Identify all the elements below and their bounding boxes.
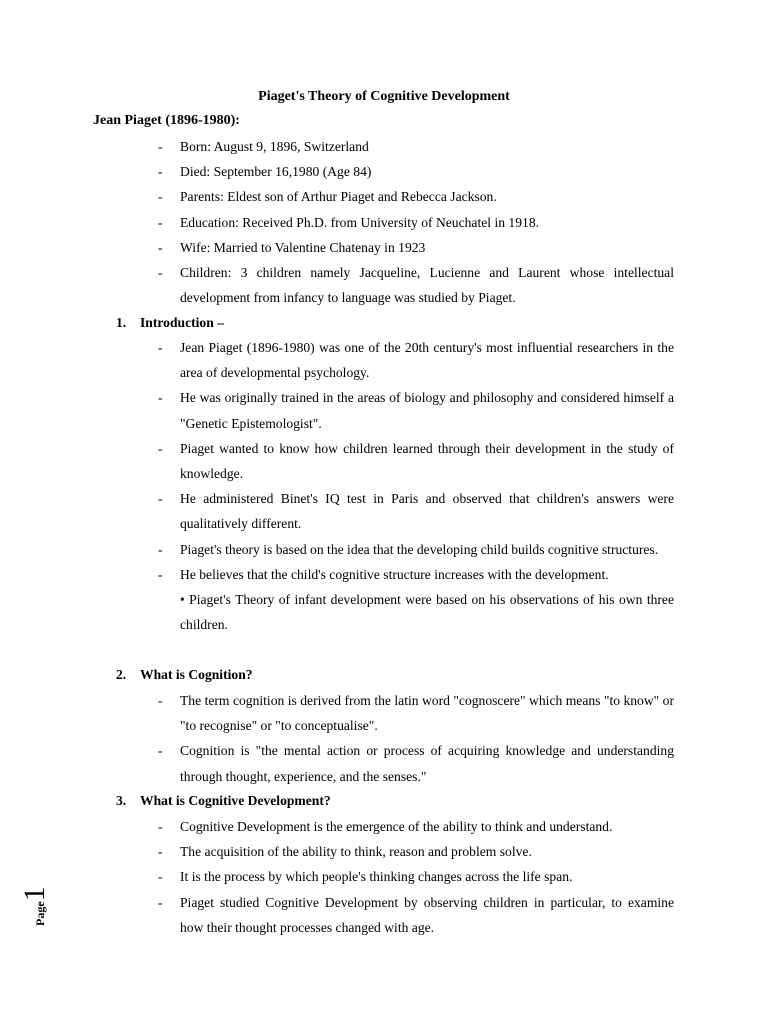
- bio-list: [0, 134, 768, 310]
- list-item: - Piaget wanted to know how children learned through their development in the study of knowledge.: [158, 440, 674, 482]
- list-item: - The acquisition of the ability to think, reason and problem solve.: [158, 844, 532, 860]
- list-item: - Parents: Eldest son of Arthur Piaget and Rebecca Jackson.: [158, 189, 497, 205]
- introduction-list: [0, 335, 768, 637]
- page-word: Page: [33, 901, 47, 926]
- list-item: - Wife: Married to Valentine Chatenay in 1923: [158, 239, 426, 255]
- list-item: - Jean Piaget (1896-1980) was one of the 20th century's most influential researchers in the area of developmental psychology.: [158, 340, 674, 381]
- list-item: - He believes that the child's cognitive structure increases with the development.: [158, 566, 609, 582]
- list-item: - Children: 3 children namely Jacqueline, Lucienne and Laurent whose intellectual development from infancy to language was studied by Piaget.: [158, 265, 674, 306]
- section-introduction-block: [0, 335, 768, 637]
- list-item: - The term cognition is derived from the latin word "cognoscere" which means "to know" or "to recognise" or "to conceptualise".: [158, 693, 674, 734]
- list-item: - Cognitive Development is the emergence of the ability to think and understand.: [158, 819, 613, 834]
- section-cognition-block: [0, 688, 768, 789]
- list-item: - It is the process by which people's thinking changes across the life span.: [158, 869, 573, 885]
- list-item: - Died: September 16,1980 (Age 84): [158, 164, 372, 180]
- page-number-marker: [20, 886, 64, 926]
- section-heading-introduction: 1. Introduction –: [116, 315, 224, 330]
- list-item: • Piaget's Theory of infant development were based on his observations of his own three children.: [180, 592, 674, 633]
- list-item: - He was originally trained in the areas of biology and philosophy and considered himself a "Genetic Epistemologist".: [158, 390, 674, 431]
- list-item: - Education: Received Ph.D. from University of Neuchatel in 1918.: [158, 214, 540, 230]
- list-item: - Cognition is "the mental action or process of acquiring knowledge and understanding through thought, experience, and the senses.": [158, 743, 674, 784]
- section-heading-cognition: 2. What is Cognition?: [116, 667, 253, 682]
- page-number: 1: [18, 886, 51, 902]
- bio-list-block: [0, 134, 768, 310]
- list-item: - Born: August 9, 1896, Switzerland: [158, 139, 369, 154]
- cognition-list: [0, 688, 768, 789]
- list-item: - He administered Binet's IQ test in Paris and observed that children's answers were qualitatively different.: [158, 491, 674, 532]
- section-cognitive-development-block: [0, 814, 768, 940]
- list-item: - Piaget's theory is based on the idea that the developing child builds cognitive structures.: [158, 541, 659, 557]
- document-title: Piaget's Theory of Cognitive Development: [258, 89, 510, 104]
- list-item: - Piaget studied Cognitive Development by observing children in particular, to examine how their thought processes changed with age.: [158, 894, 674, 935]
- author-heading: Jean Piaget (1896-1980):: [93, 113, 240, 128]
- cognitive-development-list: [0, 814, 768, 940]
- section-heading-cognitive-development: 3. What is Cognitive Development?: [116, 793, 331, 808]
